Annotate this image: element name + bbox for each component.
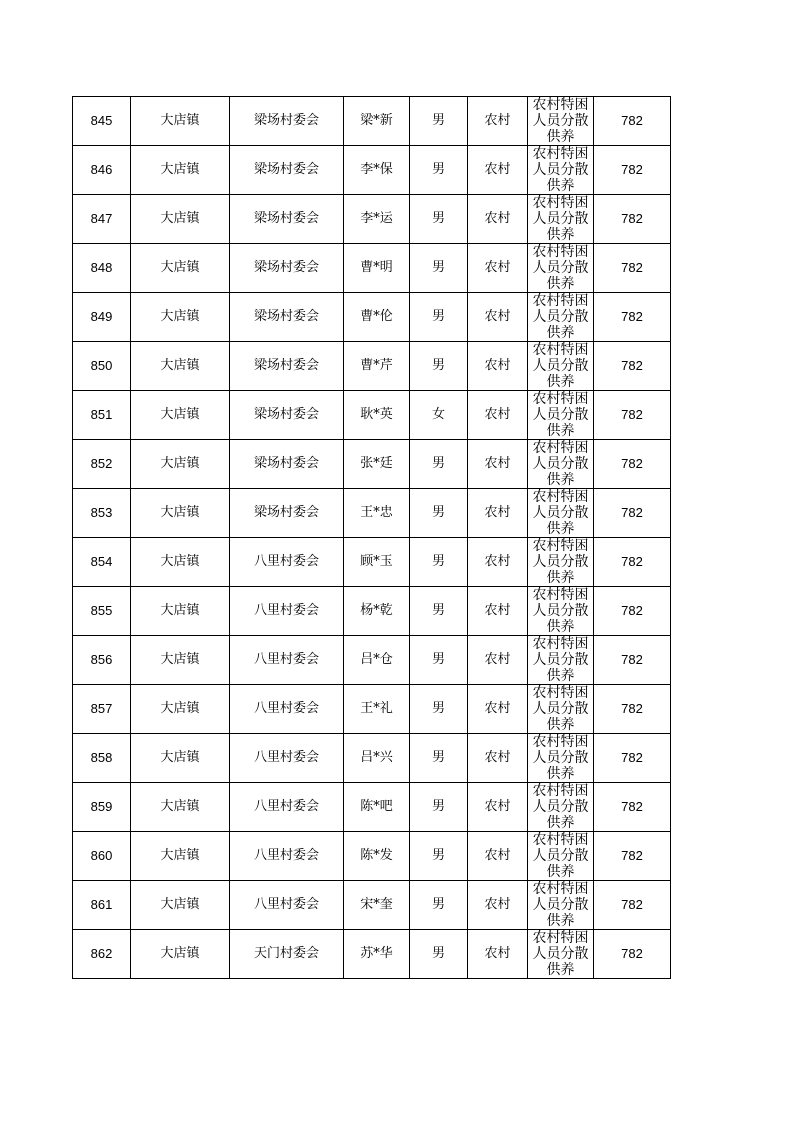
cell-serial-number: 852 xyxy=(73,440,131,489)
cell-village-committee: 梁场村委会 xyxy=(230,391,344,440)
table-row xyxy=(73,685,671,734)
cell-amount: 782 xyxy=(594,881,671,930)
cell-support-category xyxy=(528,244,594,293)
cell-village-committee: 梁场村委会 xyxy=(230,195,344,244)
cell-area-type: 农村 xyxy=(468,881,528,930)
cell-serial-number: 848 xyxy=(73,244,131,293)
cell-village-committee: 梁场村委会 xyxy=(230,440,344,489)
table-row xyxy=(73,97,671,146)
cell-person-name: 苏*华 xyxy=(344,930,410,979)
table-row xyxy=(73,146,671,195)
support-category-text: 农村特困人员分散供养 xyxy=(532,244,589,292)
cell-person-name: 张*廷 xyxy=(344,440,410,489)
cell-town: 大店镇 xyxy=(131,244,230,293)
cell-serial-number: 856 xyxy=(73,636,131,685)
cell-town: 大店镇 xyxy=(131,636,230,685)
cell-amount: 782 xyxy=(594,195,671,244)
cell-village-committee: 梁场村委会 xyxy=(230,342,344,391)
table-row xyxy=(73,881,671,930)
cell-support-category xyxy=(528,391,594,440)
cell-support-category xyxy=(528,489,594,538)
cell-gender: 男 xyxy=(410,783,468,832)
support-category-text: 农村特困人员分散供养 xyxy=(532,783,589,831)
cell-area-type: 农村 xyxy=(468,636,528,685)
cell-town: 大店镇 xyxy=(131,342,230,391)
cell-support-category xyxy=(528,685,594,734)
table-row xyxy=(73,538,671,587)
cell-serial-number: 860 xyxy=(73,832,131,881)
cell-area-type: 农村 xyxy=(468,685,528,734)
cell-area-type: 农村 xyxy=(468,734,528,783)
cell-town: 大店镇 xyxy=(131,881,230,930)
cell-amount: 782 xyxy=(594,538,671,587)
cell-area-type: 农村 xyxy=(468,489,528,538)
cell-area-type: 农村 xyxy=(468,538,528,587)
cell-serial-number: 854 xyxy=(73,538,131,587)
cell-amount: 782 xyxy=(594,391,671,440)
cell-gender: 男 xyxy=(410,97,468,146)
cell-serial-number: 855 xyxy=(73,587,131,636)
cell-gender: 男 xyxy=(410,832,468,881)
cell-support-category xyxy=(528,636,594,685)
cell-support-category xyxy=(528,734,594,783)
cell-amount: 782 xyxy=(594,293,671,342)
cell-area-type: 农村 xyxy=(468,440,528,489)
cell-town: 大店镇 xyxy=(131,538,230,587)
cell-gender: 男 xyxy=(410,244,468,293)
cell-person-name: 李*保 xyxy=(344,146,410,195)
cell-town: 大店镇 xyxy=(131,832,230,881)
cell-town: 大店镇 xyxy=(131,489,230,538)
cell-serial-number: 849 xyxy=(73,293,131,342)
cell-serial-number: 859 xyxy=(73,783,131,832)
cell-gender: 男 xyxy=(410,538,468,587)
table-row xyxy=(73,391,671,440)
support-category-text: 农村特困人员分散供养 xyxy=(532,587,589,635)
support-category-text: 农村特困人员分散供养 xyxy=(532,832,589,880)
cell-area-type: 农村 xyxy=(468,587,528,636)
support-category-text: 农村特困人员分散供养 xyxy=(532,685,589,733)
cell-town: 大店镇 xyxy=(131,391,230,440)
cell-amount: 782 xyxy=(594,783,671,832)
support-category-text: 农村特困人员分散供养 xyxy=(532,489,589,537)
cell-gender: 男 xyxy=(410,685,468,734)
cell-support-category xyxy=(528,538,594,587)
cell-area-type: 农村 xyxy=(468,146,528,195)
cell-town: 大店镇 xyxy=(131,930,230,979)
cell-serial-number: 850 xyxy=(73,342,131,391)
cell-town: 大店镇 xyxy=(131,440,230,489)
support-category-text: 农村特困人员分散供养 xyxy=(532,734,589,782)
cell-gender: 男 xyxy=(410,587,468,636)
cell-serial-number: 846 xyxy=(73,146,131,195)
cell-support-category xyxy=(528,195,594,244)
cell-area-type: 农村 xyxy=(468,97,528,146)
cell-support-category xyxy=(528,881,594,930)
cell-area-type: 农村 xyxy=(468,244,528,293)
cell-town: 大店镇 xyxy=(131,293,230,342)
cell-area-type: 农村 xyxy=(468,783,528,832)
cell-support-category xyxy=(528,783,594,832)
table-row xyxy=(73,195,671,244)
cell-gender: 女 xyxy=(410,391,468,440)
cell-serial-number: 845 xyxy=(73,97,131,146)
cell-person-name: 杨*乾 xyxy=(344,587,410,636)
cell-village-committee: 梁场村委会 xyxy=(230,146,344,195)
support-category-text: 农村特困人员分散供养 xyxy=(532,146,589,194)
cell-serial-number: 862 xyxy=(73,930,131,979)
cell-town: 大店镇 xyxy=(131,195,230,244)
support-category-text: 农村特困人员分散供养 xyxy=(532,636,589,684)
cell-person-name: 吕*仓 xyxy=(344,636,410,685)
cell-serial-number: 857 xyxy=(73,685,131,734)
cell-amount: 782 xyxy=(594,342,671,391)
cell-gender: 男 xyxy=(410,440,468,489)
table-row xyxy=(73,489,671,538)
cell-amount: 782 xyxy=(594,930,671,979)
cell-gender: 男 xyxy=(410,734,468,783)
cell-person-name: 顾*玉 xyxy=(344,538,410,587)
cell-area-type: 农村 xyxy=(468,930,528,979)
table-row xyxy=(73,930,671,979)
table-row xyxy=(73,587,671,636)
cell-support-category xyxy=(528,293,594,342)
support-category-text: 农村特困人员分散供养 xyxy=(532,195,589,243)
cell-support-category xyxy=(528,587,594,636)
cell-person-name: 王*礼 xyxy=(344,685,410,734)
table-row xyxy=(73,244,671,293)
cell-amount: 782 xyxy=(594,97,671,146)
support-category-text: 农村特困人员分散供养 xyxy=(532,440,589,488)
cell-support-category xyxy=(528,342,594,391)
table-row xyxy=(73,734,671,783)
cell-amount: 782 xyxy=(594,832,671,881)
cell-town: 大店镇 xyxy=(131,146,230,195)
cell-village-committee: 八里村委会 xyxy=(230,881,344,930)
cell-village-committee: 梁场村委会 xyxy=(230,244,344,293)
cell-area-type: 农村 xyxy=(468,342,528,391)
cell-amount: 782 xyxy=(594,244,671,293)
cell-serial-number: 847 xyxy=(73,195,131,244)
cell-gender: 男 xyxy=(410,342,468,391)
table-row xyxy=(73,783,671,832)
cell-town: 大店镇 xyxy=(131,734,230,783)
cell-support-category xyxy=(528,930,594,979)
cell-amount: 782 xyxy=(594,636,671,685)
cell-person-name: 宋*奎 xyxy=(344,881,410,930)
cell-village-committee: 梁场村委会 xyxy=(230,489,344,538)
cell-person-name: 吕*兴 xyxy=(344,734,410,783)
table-row xyxy=(73,342,671,391)
cell-village-committee: 梁场村委会 xyxy=(230,293,344,342)
cell-person-name: 梁*新 xyxy=(344,97,410,146)
cell-village-committee: 天门村委会 xyxy=(230,930,344,979)
cell-person-name: 陈*发 xyxy=(344,832,410,881)
cell-support-category xyxy=(528,832,594,881)
cell-serial-number: 851 xyxy=(73,391,131,440)
cell-amount: 782 xyxy=(594,489,671,538)
cell-area-type: 农村 xyxy=(468,195,528,244)
beneficiary-table xyxy=(72,96,671,979)
cell-village-committee: 梁场村委会 xyxy=(230,97,344,146)
cell-amount: 782 xyxy=(594,440,671,489)
cell-amount: 782 xyxy=(594,587,671,636)
cell-gender: 男 xyxy=(410,636,468,685)
cell-person-name: 曹*伦 xyxy=(344,293,410,342)
cell-gender: 男 xyxy=(410,489,468,538)
cell-gender: 男 xyxy=(410,293,468,342)
cell-gender: 男 xyxy=(410,930,468,979)
table-body xyxy=(73,97,671,979)
support-category-text: 农村特困人员分散供养 xyxy=(532,930,589,978)
cell-area-type: 农村 xyxy=(468,832,528,881)
cell-serial-number: 861 xyxy=(73,881,131,930)
cell-gender: 男 xyxy=(410,195,468,244)
support-category-text: 农村特困人员分散供养 xyxy=(532,293,589,341)
cell-serial-number: 853 xyxy=(73,489,131,538)
cell-village-committee: 八里村委会 xyxy=(230,685,344,734)
cell-support-category xyxy=(528,146,594,195)
cell-area-type: 农村 xyxy=(468,391,528,440)
table-row xyxy=(73,293,671,342)
cell-amount: 782 xyxy=(594,685,671,734)
cell-amount: 782 xyxy=(594,146,671,195)
cell-amount: 782 xyxy=(594,734,671,783)
support-category-text: 农村特困人员分散供养 xyxy=(532,881,589,929)
table-row xyxy=(73,636,671,685)
cell-person-name: 陈*吧 xyxy=(344,783,410,832)
support-category-text: 农村特困人员分散供养 xyxy=(532,538,589,586)
support-category-text: 农村特困人员分散供养 xyxy=(532,97,589,145)
cell-area-type: 农村 xyxy=(468,293,528,342)
cell-person-name: 王*忠 xyxy=(344,489,410,538)
cell-town: 大店镇 xyxy=(131,97,230,146)
cell-person-name: 耿*英 xyxy=(344,391,410,440)
cell-gender: 男 xyxy=(410,881,468,930)
cell-village-committee: 八里村委会 xyxy=(230,538,344,587)
table-row xyxy=(73,832,671,881)
cell-person-name: 曹*明 xyxy=(344,244,410,293)
cell-town: 大店镇 xyxy=(131,783,230,832)
cell-village-committee: 八里村委会 xyxy=(230,587,344,636)
support-category-text: 农村特困人员分散供养 xyxy=(532,391,589,439)
cell-village-committee: 八里村委会 xyxy=(230,832,344,881)
cell-serial-number: 858 xyxy=(73,734,131,783)
cell-support-category xyxy=(528,97,594,146)
cell-village-committee: 八里村委会 xyxy=(230,636,344,685)
cell-person-name: 李*运 xyxy=(344,195,410,244)
support-category-text: 农村特困人员分散供养 xyxy=(532,342,589,390)
table-row xyxy=(73,440,671,489)
cell-town: 大店镇 xyxy=(131,587,230,636)
cell-support-category xyxy=(528,440,594,489)
cell-town: 大店镇 xyxy=(131,685,230,734)
cell-gender: 男 xyxy=(410,146,468,195)
cell-village-committee: 八里村委会 xyxy=(230,734,344,783)
cell-village-committee: 八里村委会 xyxy=(230,783,344,832)
cell-person-name: 曹*芹 xyxy=(344,342,410,391)
